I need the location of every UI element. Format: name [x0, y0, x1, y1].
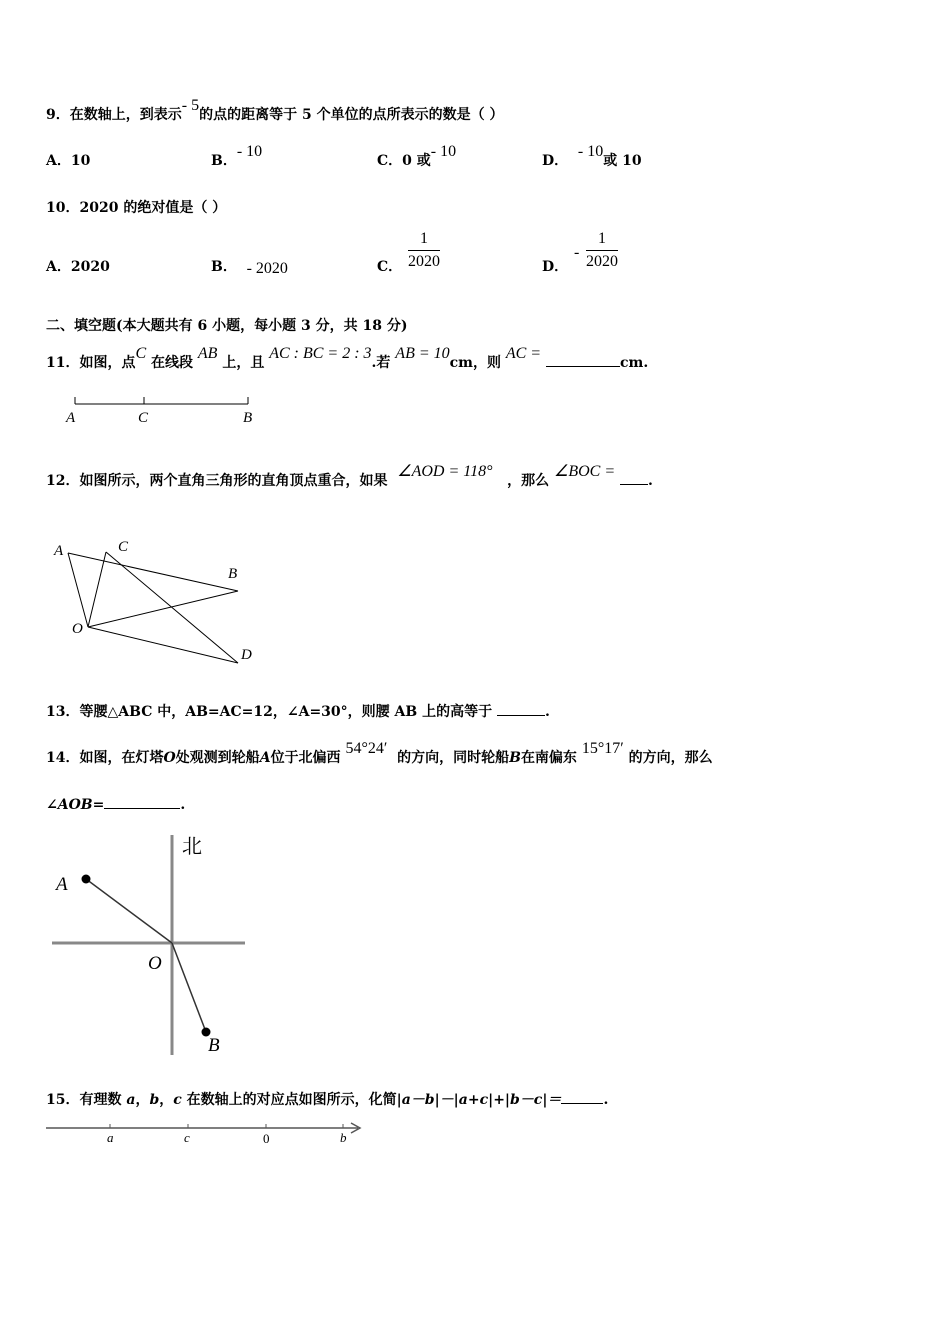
label-d: D: [241, 647, 252, 663]
q15-number-line: [44, 1118, 374, 1148]
q9-option-b-math: - 10: [236, 143, 263, 160]
q14-line-2: [46, 797, 185, 813]
q11-text-4: .若: [371, 355, 391, 371]
label-a: A: [54, 543, 64, 559]
label-b: B: [243, 410, 253, 426]
fraction-numerator: 1: [586, 230, 618, 251]
q11-math-point-c: C: [135, 345, 147, 362]
label-zero: 0: [263, 1131, 270, 1146]
line-od: [88, 627, 238, 663]
q11-text-2: 在线段: [151, 355, 194, 371]
q15-var-c: c: [173, 1092, 182, 1108]
q12-answer-blank[interactable]: [620, 484, 648, 485]
q14-end: .: [180, 797, 186, 813]
q10-option-b: [211, 256, 288, 276]
q14-ship-a: A: [259, 750, 271, 766]
q14-text-5: 在南偏东: [520, 750, 577, 766]
q11-stem: [46, 345, 649, 372]
label-o: O: [72, 621, 83, 637]
fraction-numerator: 1: [408, 230, 440, 251]
q10-option-c-label: C．: [377, 259, 403, 275]
q12-text-2: ，那么: [507, 473, 550, 489]
q9-option-d-suffix: 或 10: [603, 153, 642, 169]
q11-text-3: 上，且: [222, 355, 265, 371]
q11-answer-blank[interactable]: [546, 366, 620, 367]
q14-text-4: 的方向，同时轮船: [397, 750, 510, 766]
label-b: B: [228, 566, 238, 582]
q9-option-d-label: D．: [542, 153, 569, 169]
line-ao: [68, 553, 88, 627]
q11-math-ratio: AC : BC = 2 : 3: [269, 345, 372, 362]
q14-compass-figure: [50, 833, 260, 1063]
q15-answer-blank[interactable]: [561, 1103, 603, 1104]
q14-text-6: 的方向，那么: [628, 750, 713, 766]
label-b: B: [208, 1035, 220, 1056]
q9-option-b-label: B．: [211, 153, 237, 169]
q12-triangles-figure: [48, 535, 268, 675]
q14-answer-blank[interactable]: [104, 808, 180, 809]
q14-math-angle-b: 15°17′: [581, 740, 624, 757]
line-co: [88, 552, 106, 627]
q15-sep-2: ，: [159, 1092, 174, 1108]
q11-math-ab-length: AB = 10: [395, 345, 450, 362]
q9-number: - 5: [181, 97, 200, 114]
q14-text-3: 位于北偏西: [270, 750, 341, 766]
q10-stem: 10．2020 的绝对值是（ ）: [46, 200, 227, 216]
q15-var-b: b: [149, 1092, 160, 1108]
fraction-denominator: 2020: [408, 253, 440, 270]
line-ab: [68, 553, 238, 591]
q14-angle-aob: ∠AOB=: [46, 797, 105, 813]
q15-sep-1: ，: [135, 1092, 150, 1108]
q9-suffix: 的点的距离等于 5 个单位的点所表示的数是（ ）: [199, 107, 504, 123]
q14-ship-b: B: [509, 750, 521, 766]
line-cd: [106, 552, 238, 663]
q13-end: .: [545, 704, 550, 720]
north-label: 北: [182, 834, 202, 858]
q11-math-ac: AC =: [505, 345, 542, 362]
q11-text-6: cm.: [619, 355, 649, 371]
label-a: a: [107, 1130, 114, 1145]
q9-option-a: A．10: [46, 153, 91, 169]
q9-stem: [46, 97, 504, 124]
q11-text-1: 11．如图，点: [46, 355, 136, 371]
label-c: c: [184, 1130, 190, 1145]
label-c: C: [138, 410, 149, 426]
q15-var-a: a: [126, 1092, 136, 1108]
q11-segment-figure: [60, 392, 270, 432]
q9-option-c-math: - 10: [430, 143, 457, 160]
label-o: O: [148, 953, 162, 974]
q10-option-d-sign: -: [574, 244, 580, 261]
q15-text-2: 在数轴上的对应点如图所示，化简: [186, 1092, 397, 1108]
ray-oa: [86, 879, 172, 943]
label-a: A: [56, 874, 68, 895]
q12-text-3: .: [647, 473, 653, 489]
q13-answer-blank[interactable]: [497, 715, 545, 716]
q14-point-o: O: [163, 750, 176, 766]
line-ob: [88, 591, 238, 627]
q12-math-aod: ∠AOD = 118°: [397, 463, 493, 480]
q15-expression: |a－b|－|a+c|+|b－c|＝: [396, 1092, 562, 1108]
label-b: b: [340, 1130, 347, 1145]
q14-stem: [46, 740, 713, 767]
q15-stem: [46, 1089, 608, 1109]
q10-option-d-fraction: [586, 230, 618, 271]
q13-text: 13．等腰△ABC 中，AB=AC=12，∠A=30°，则腰 AB 上的高等于: [46, 704, 493, 720]
q10-option-b-math: - 2020: [246, 260, 288, 277]
q9-option-d-math: - 10: [577, 143, 604, 160]
q11-math-segment-ab: AB: [197, 345, 218, 362]
ray-ob: [172, 943, 206, 1032]
q12-text-1: 12．如图所示，两个直角三角形的直角顶点重合，如果: [46, 473, 388, 489]
q12-stem: [46, 463, 653, 490]
q11-text-5: cm，则: [449, 355, 501, 371]
q10-option-d-label: D．: [542, 259, 569, 275]
fraction-denominator: 2020: [586, 253, 618, 270]
q12-math-boc: ∠BOC =: [553, 463, 616, 480]
q15-end: .: [603, 1092, 609, 1108]
q10-option-b-label: B．: [211, 259, 237, 275]
section-2-title: 二、填空题(本大题共有 6 小题，每小题 3 分，共 18 分): [46, 318, 408, 334]
q14-text-1: 14．如图，在灯塔: [46, 750, 164, 766]
ship-a-dot: [82, 875, 91, 884]
q9-option-c-label: C．0 或: [377, 153, 431, 169]
q14-text-2: 处观测到轮船: [175, 750, 260, 766]
q13-stem: [46, 701, 550, 721]
q9-option-d: [542, 143, 642, 170]
label-a: A: [66, 410, 76, 426]
q15-text-1: 15．有理数: [46, 1092, 122, 1108]
label-c: C: [118, 539, 129, 555]
q10-option-c-fraction: [408, 230, 440, 271]
q9-option-b: [211, 143, 263, 170]
q14-math-angle-a: 54°24′: [345, 740, 388, 757]
q9-prefix: 9．在数轴上，到表示: [46, 107, 182, 123]
q10-option-a: A．2020: [46, 259, 110, 275]
q9-option-c: [377, 143, 457, 170]
